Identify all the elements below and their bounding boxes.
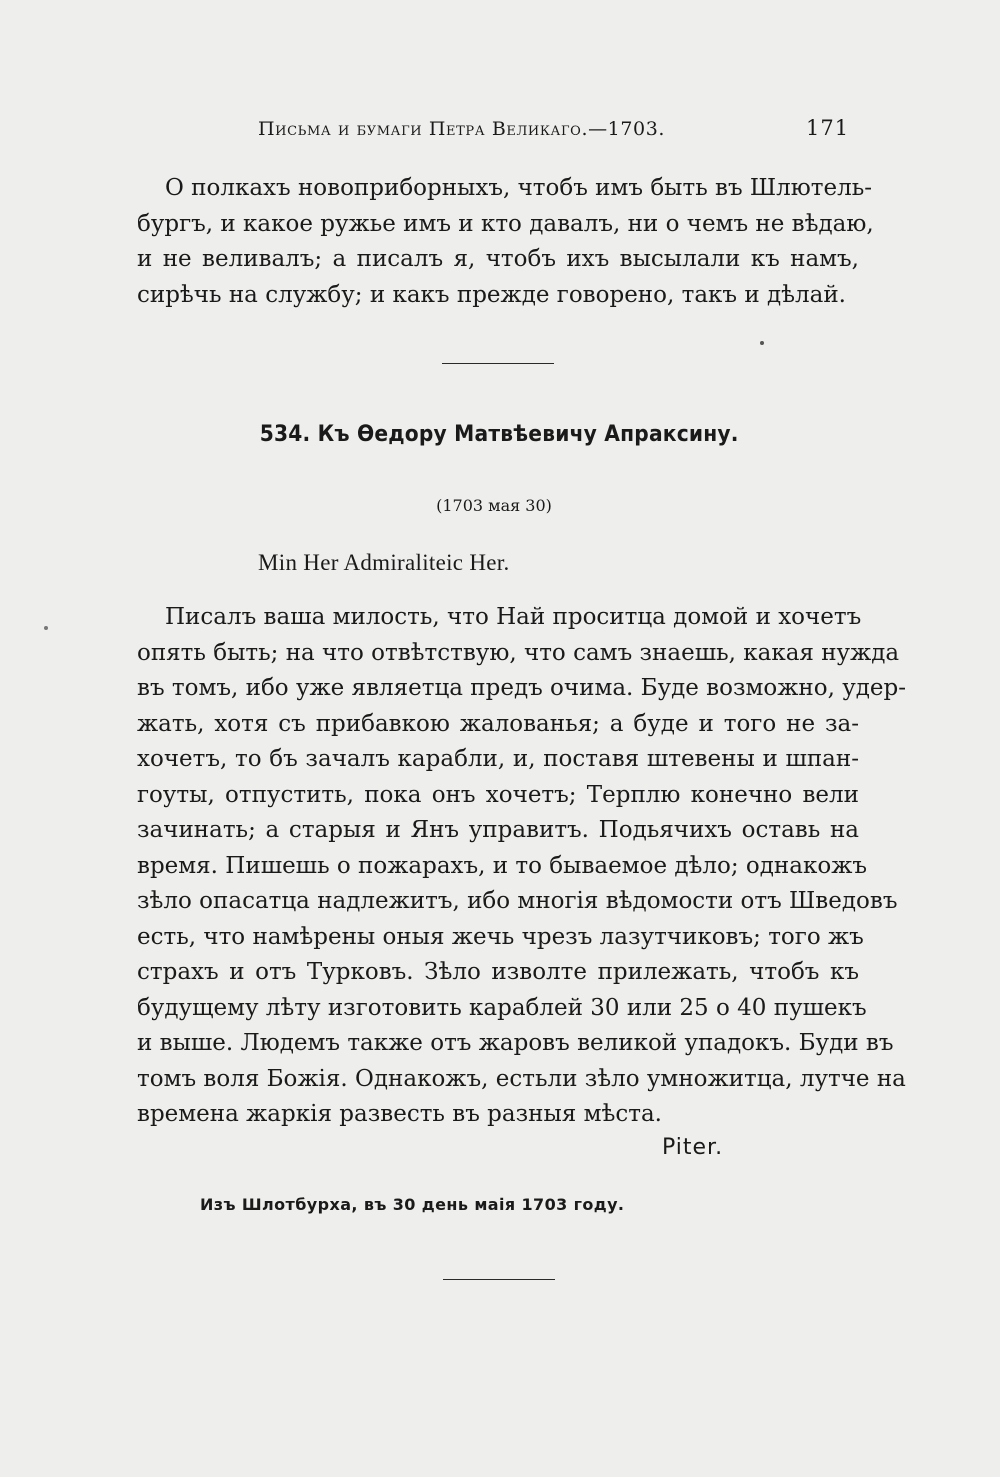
letter-closing-place-date: Изъ Шлотбурха, въ 30 день маія 1703 году. bbox=[200, 1195, 625, 1214]
letter-salutation: Min Her Admiraliteic Her. bbox=[258, 550, 510, 575]
text-line: жать, хотя съ прибавкою жалованья; а буде и того не за- bbox=[137, 710, 859, 737]
print-speck bbox=[44, 626, 48, 630]
text-line: зѣло опасатца надлежитъ, ибо многія вѣдомости отъ Шведовъ bbox=[137, 888, 898, 914]
text-line: есть, что намѣрены оныя жечь чрезъ лазутчиковъ; того жъ bbox=[137, 923, 864, 950]
letter-body bbox=[137, 600, 907, 1133]
text-line: время. Пишешь о пожарахъ, и то бываемое дѣло; однакожъ bbox=[137, 852, 867, 879]
running-header-title: Письма и бумаги Петра Великаго.—1703. bbox=[258, 118, 666, 140]
text-line: гоуты, отпустить, пока онъ хочетъ; Терплю конечно вели bbox=[137, 781, 859, 808]
previous-letter-ending bbox=[137, 171, 874, 313]
print-speck bbox=[760, 341, 764, 345]
letter-signature: Piter. bbox=[662, 1135, 724, 1160]
letter-dateline: (1703 мая 30) bbox=[436, 496, 552, 515]
text-line: О полкахъ новоприборныхъ, чтобъ имъ быть въ Шлютель- bbox=[165, 175, 873, 201]
text-line: бургъ, и какое ружье имъ и кто давалъ, ни о чемъ не вѣдаю, bbox=[137, 210, 874, 237]
page-number: 171 bbox=[806, 116, 850, 140]
text-line: зачинать; а старыя и Янъ управитъ. Подьячихъ оставь на bbox=[137, 817, 859, 843]
text-line: Писалъ ваша милость, что Най проситца домой и хочетъ bbox=[165, 604, 862, 630]
text-line: и выше. Людемъ также отъ жаровъ великой упадокъ. Буди въ bbox=[137, 1030, 894, 1056]
text-line: страхъ и отъ Турковъ. Зѣло изволте прилежать, чтобъ къ bbox=[137, 959, 859, 985]
text-line: сирѣчь на службу; и какъ прежде говорено, такъ и дѣлай. bbox=[137, 281, 846, 308]
text-line: времена жаркія развесть въ разныя мѣста. bbox=[137, 1101, 662, 1127]
text-line: хочетъ, то бъ зачалъ карабли, и, поставя штевены и шпан- bbox=[137, 746, 859, 772]
letter-heading: 534. Къ Ѳедору Матвѣевичу Апраксину. bbox=[259, 422, 739, 447]
text-line: опять быть; на что отвѣтствую, что самъ знаешь, какая нужда bbox=[137, 639, 900, 666]
text-line: томъ воля Божія. Однакожъ, естьли зѣло умножитца, лутче на bbox=[137, 1065, 906, 1092]
text-line: и не веливалъ; а писалъ я, чтобъ ихъ высылали къ намъ, bbox=[137, 246, 859, 272]
section-divider-rule bbox=[443, 1279, 555, 1280]
text-line: будущему лѣту изготовить караблей 30 или 25 о 40 пушекъ bbox=[137, 994, 867, 1021]
text-line: въ томъ, ибо уже являетца предъ очима. Буде возможно, удер- bbox=[137, 675, 907, 701]
section-divider-rule bbox=[442, 363, 554, 364]
